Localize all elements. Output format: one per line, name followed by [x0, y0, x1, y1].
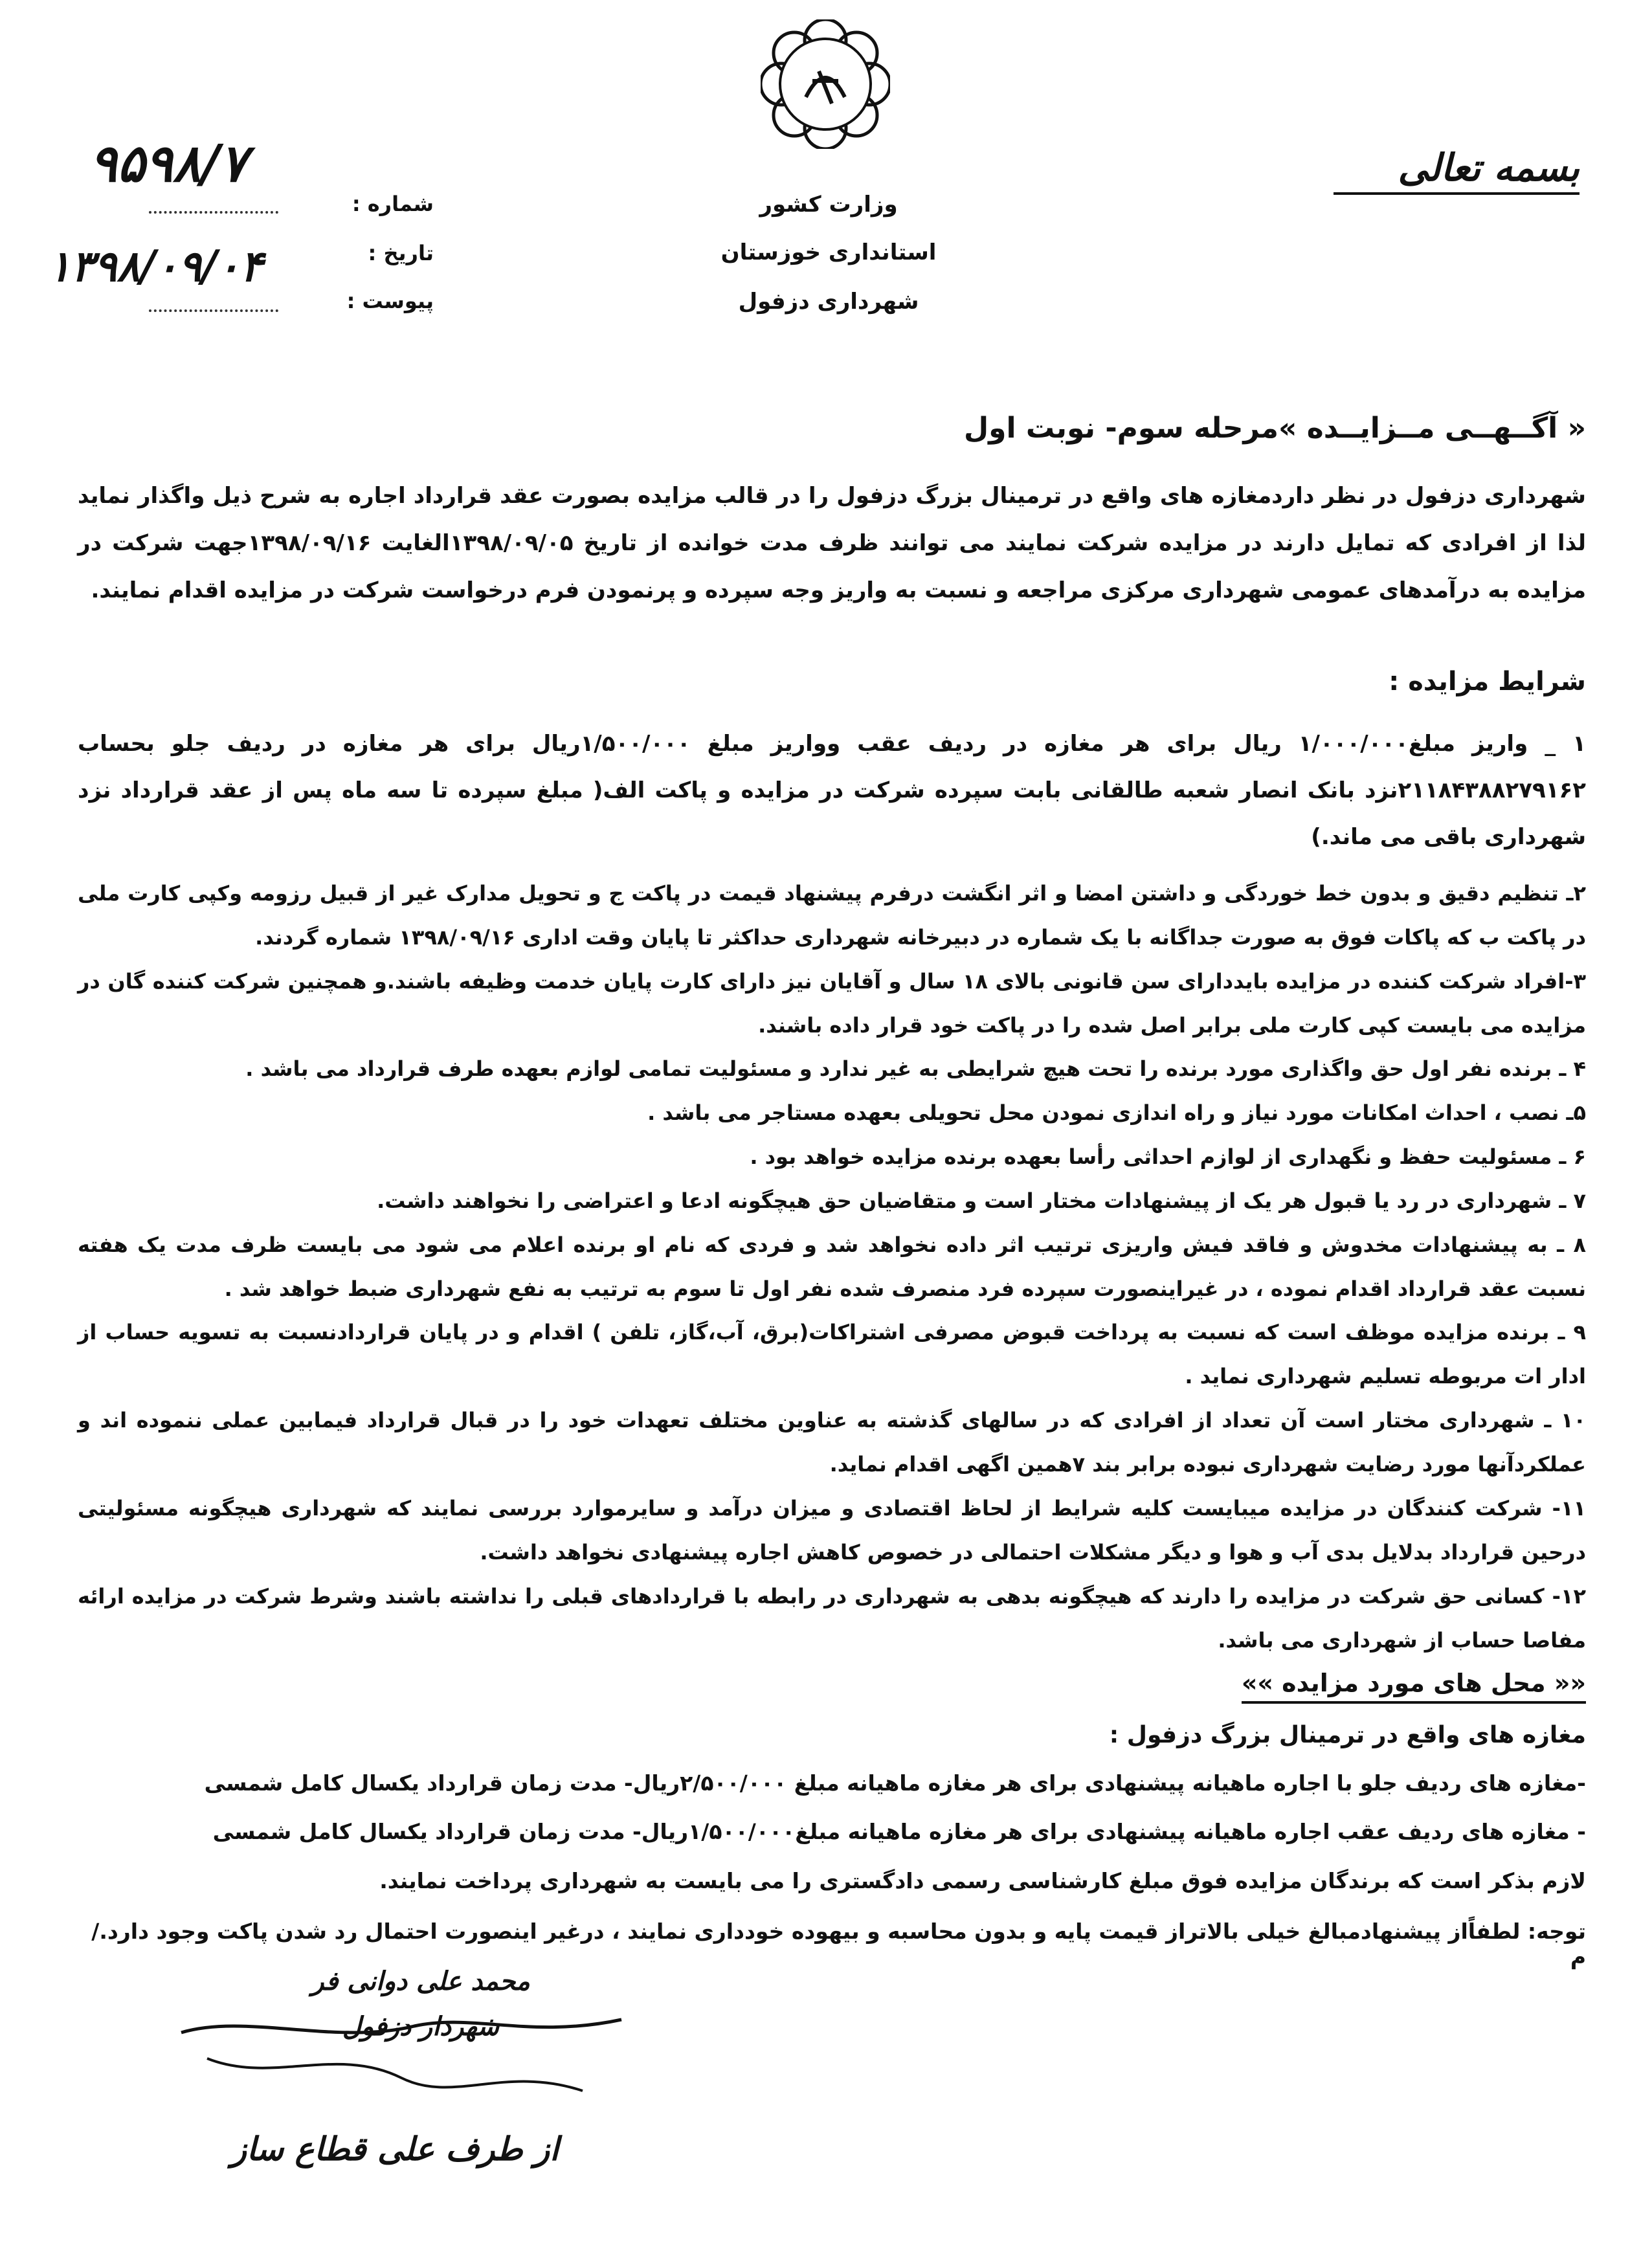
- handwritten-number: ۹۵۹۸/۷: [89, 133, 248, 194]
- signatory-title: شهردار دزفول: [342, 2012, 500, 2042]
- condition-item: ۱۲- کسانی حق شرکت در مزایده را دارند که هیچگونه بدهی به شهرداری در رابطه با قراردادهای قبلی را نداشته باشند وشرط شرکت در مزایده ارائه مفاصا حساب از شهرداری می باشد.: [78, 1584, 1586, 1653]
- attention-note: توجه: لطفاًاز پیشنهادمبالغ خیلی بالاتراز قیمت پایه و بدون محاسبه و بیهوده خودداری نمایند ، درغیر اینصورت احتمال رد شدن پاکت وجود دارد./م: [91, 1919, 1586, 1969]
- org-governorate: استانداری خوزستان: [720, 240, 937, 265]
- condition-item: ۶ ـ مسئولیت حفظ و نگهداری از لوازم احداثی رأسا بعهده برنده مزایده خواهد بود .: [750, 1144, 1586, 1169]
- signature-scribble-icon: [168, 2007, 634, 2149]
- signatory-name: محمد علی دوانی فر: [311, 1967, 530, 1996]
- location-item-back-row: - مغازه های ردیف عقب اجاره ماهیانه پیشنهادی برای هر مغازه ماهیانه مبلغ۱/۵۰۰/۰۰۰ریال- مدت زمان قرارداد یکسال کامل شمسی: [212, 1819, 1586, 1844]
- condition-item: ۷ ـ شهرداری در رد یا قبول هر یک از پیشنهادات مختار است و متقاضیان حق هیچگونه ادعا و اعتراضی را نخواهند داشت.: [377, 1188, 1586, 1213]
- condition-item: ۸ ـ به پیشنهادات مخدوش و فاقد فیش واریزی ترتیب اثر داده نخواهد شد و فردی که نام او برنده اعلام می شود می بایست ظرف مدت یک هفته نسبت عقد قرارداد اقدام نموده ، در غیراینصورت سپرده فرد منصرف شده نفر اول تا سوم به ترتیب به نفع شهرداری ضبط خواهد شد .: [78, 1232, 1586, 1301]
- municipality-emblem-icon: [761, 19, 890, 149]
- attachment-label: پیوست :: [346, 289, 434, 313]
- condition-item: ۱۱- شرکت کنندگان در مزایده میبایست کلیه شرایط از لحاظ اقتصادی و میزان درآمد و سایرموارد بررسی نمایند که شهرداری هیچگونه مسئولیتی درحین قرارداد بدلایل بدی آب و هوا و دیگر مشکلات احتمالی در خصوص کاهش اجاره پیشنهادی نخواهد داشت.: [78, 1496, 1586, 1565]
- condition-item: ۲ـ تنظیم دقیق و بدون خط خوردگی و داشتن امضا و اثر انگشت درفرم پیشنهاد قیمت در پاکت ج و تحویل مدارک غیر از قبیل رزومه وکپی کارت ملی در پاکت ب که پاکات فوق به صورت جداگانه با یک شماره در دبیرخانه شهرداری حداکثر تا پایان وقت اداری ۱۳۹۸/۰۹/۱۶ شماره گردند.: [78, 881, 1586, 950]
- handwritten-signature: از طرف علی قطاع ساز: [230, 2130, 559, 2168]
- notice-intro: شهرداری دزفول در نظر داردمغازه های واقع در ترمینال بزرگ دزفول را در قالب مزایده بصورت عقد قرارداد اجاره به شرح ذیل واگذار نماید لذا از افرادی که تمایل دارند در مزایده شرکت نمایند می توانند ظرف مدت خوانده از تاریخ ۱۳۹۸/۰۹/۰۵الغایت ۱۳۹۸/۰۹/۱۶جهت شرکت در مزایده به درآمدهای عمومی شهرداری مرکزی مراجعه و نسبت به واریز وجه سپرده و پرنمودن فرم درخواست شرکت در مزایده اقدام نمایند.: [78, 483, 1586, 603]
- locations-heading: [78, 1669, 1586, 1697]
- condition-item: ۳-افراد شرکت کننده در مزایده بایددارای سن قانونی بالای ۱۸ سال و آقایان نیز دارای کارت پایان خدمت وظیفه باشند.و همچنین شرکت کننده گان در مزایده می بایست کپی کارت ملی برابر اصل شده را در پاکت خود قرار داده باشند.: [78, 969, 1587, 1038]
- conditions-heading: شرایط مزایده :: [1389, 667, 1586, 697]
- condition-item: ۴ ـ برنده نفر اول حق واگذاری مورد برنده را تحت هیچ شرایطی به غیر ندارد و مسئولیت تمامی لوازم بعهده طرف قرارداد می باشد .: [245, 1056, 1586, 1081]
- notice-title: « آگــهــی مــزایــده »مرحله سوم- نوبت اول: [963, 412, 1586, 445]
- date-label: تاریخ :: [368, 241, 434, 265]
- condition-item: ۵ـ نصب ، احداث امکانات مورد نیاز و راه اندازی نمودن محل تحویلی بعهده مستاجر می باشد .: [647, 1100, 1586, 1125]
- org-municipality: شهرداری دزفول: [738, 289, 919, 315]
- handwritten-date: ۱۳۹۸/۰۹/۰۴: [48, 241, 263, 291]
- condition-item: ۱۰ ـ شهرداری مختار است آن تعداد از افرادی که در سالهای گذشته به عناوین مختلف تعهدات خود را در قبال قرارداد فیمابین عملی ننموده اند و عملکردآنها مورد رضایت شهرداری نبوده برابر بند ۷همین اگهی اقدام نماید.: [78, 1408, 1586, 1477]
- org-ministry: وزارت کشور: [759, 192, 898, 217]
- number-label: شماره :: [352, 192, 434, 216]
- basmala-heading: بسمه تعالی: [1334, 146, 1579, 195]
- condition-item: ۹ ـ برنده مزایده موظف است که نسبت به پرداخت قبوض مصرفی اشتراکات(برق، آب،گاز، تلفن ) اقدام و در پایان قراردادنسبت به تسویه حساب از ادار ات مربوطه تسلیم شهرداری نماید .: [78, 1320, 1586, 1388]
- expert-fee-note: لازم بذکر است که برندگان مزایده فوق مبلغ کارشناسی رسمی دادگستری را می بایست به شهرداری پرداخت نمایند.: [379, 1868, 1586, 1893]
- number-dotted-line: [149, 211, 278, 214]
- locations-heading-text: «« محل های مورد مزایده »»: [1242, 1669, 1586, 1704]
- location-item-front-row: -مغازه های ردیف جلو با اجاره ماهیانه پیشنهادی برای هر مغازه ماهیانه مبلغ ۲/۵۰۰/۰۰۰ریال- مدت زمان قرارداد یکسال کامل شمسی: [204, 1770, 1586, 1796]
- attachment-dotted-line: [149, 309, 278, 312]
- locations-subheading: مغازه های واقع در ترمینال بزرگ دزفول :: [1109, 1722, 1586, 1748]
- condition-item: ۱ _ واریز مبلغ۱/۰۰۰/۰۰۰ ریال برای هر مغازه در ردیف عقب وواریز مبلغ ۱/۵۰۰/۰۰۰ریال برای هر مغازه در ردیف جلو بحساب ۲۱۱۸۴۳۸۸۲۷۹۱۶۲نزد بانک انصار شعبه طالقانی بابت سپرده شرکت در مزایده و پاکت الف( مبلغ سپرده تا سه ماه پس از عقد قرارداد نزد شهرداری باقی می ماند.): [78, 731, 1586, 850]
